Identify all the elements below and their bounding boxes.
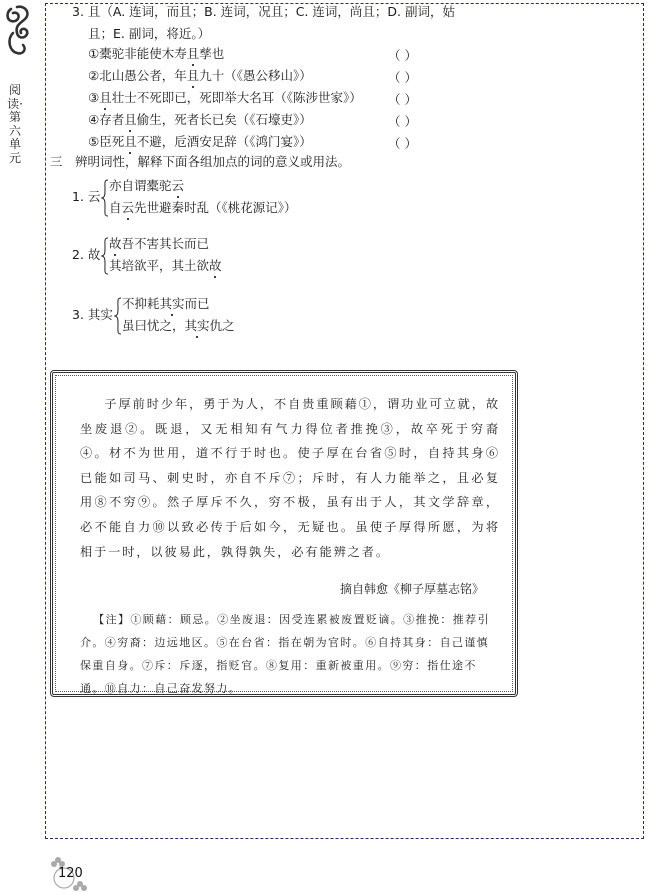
item-text-post: 偷生，死者长已矣 [136,112,237,127]
ornament-logo-icon [3,3,35,58]
question-3-item [88,90,362,106]
line-text: 虽曰忧之， [122,318,185,333]
page-number: 120 [58,866,83,881]
question-3-stem-line2: 且；E. 副词，将近。） [88,26,211,41]
line-text: 先世避秦时乱（《桃花源记》） [134,200,297,215]
dotted-word: 故 [109,236,122,251]
item-text-pre: 臣死 [99,134,125,149]
item-text-pre: 橐驼非能使木寿 [99,46,187,61]
question-3-item [88,46,224,62]
group-line [109,258,222,274]
dotted-word: 其实 [159,296,185,311]
item-text-post: 不避，卮酒安足辞 [136,134,237,149]
item-dotted-word: 且 [124,112,137,127]
notes-paragraph: 【注】①顾藉：顾忌。②坐废退：因受连累被废置贬谪。③推挽：推荐引介。④穷裔：边远地区。⑤在台省：指在朝为官时。⑥自持其身：自己谨慎保重自身。⑦斥：斥逐，指贬官。⑧复用：重新被重用。⑨穷：指仕途不通。⑩自力：自己奋发努力。 [80,613,490,695]
item-number: ④ [88,112,100,127]
item-source: （《愚公移山》） [224,68,312,83]
dotted-word: 其实 [184,318,210,333]
answer-blank[interactable]: （ ） [388,48,417,63]
question-3-item [88,112,312,128]
passage-notes [80,608,500,700]
answer-blank[interactable]: （ ） [388,70,417,85]
brace-icon [114,297,122,335]
line-text: 吾不害其长而已 [121,236,210,251]
item-dotted-word: 且 [186,68,200,83]
brace-icon [101,179,109,217]
group-line [109,178,184,194]
line-text: 自 [109,200,122,215]
item-dotted-word: 且 [186,46,200,61]
item-number: ① [88,46,100,61]
line-text: 不抑耗 [122,296,160,311]
group-line [122,296,210,312]
item-number: ⑤ [88,134,100,149]
line-text: 而已 [184,296,210,311]
item-text-pre: 存者 [99,112,125,127]
item-text-post: 孳也 [199,46,225,61]
item-text-post: 壮士不死即已，死即举大名耳 [111,90,275,105]
question-3-item [88,68,312,84]
item-source: （《陈涉世家》） [274,90,362,105]
question-3-stem-line1: 3. 且（A. 连词，而且；B. 连词，况且；C. 连词，尚且；D. 副词，姑 [72,4,455,19]
item-text-pre: 北山愚公者，年 [99,68,187,83]
dotted-word: 云 [171,178,185,193]
group-label: 2. 故 [72,247,101,262]
dotted-word: 云 [121,200,135,215]
group-label: 1. 云 [72,189,101,204]
group-line [109,200,297,216]
group-line [122,318,235,334]
question-3-item [88,134,312,150]
answer-blank[interactable]: （ ） [388,92,417,107]
passage-paragraph: 子厚前时少年，勇于为人，不自贵重顾藉①，谓功业可立就，故坐废退②。既退，又无相知有气力得位者推挽③，故卒死于穷裔④。材不为世用，道不行于时也。使子厚在台省⑤时，自持其身⑥已能如司马、刺史时，亦自不斥⑦；斥时，有人力能举之，且必复用⑧不穷⑨。然子厚斥不久，穷不极，虽有出于人，其文学辞章，必不能自力⑩以致必传于后如今，无疑也。虽使子厚得所愿，为将相于一时，以彼易此，孰得孰失，必有能辨之者。 [80,397,500,559]
brace-icon [101,237,109,275]
group-line [109,236,209,252]
item-number: ③ [88,90,100,105]
group-label: 3. 其实 [72,307,113,322]
dotted-word: 故 [209,258,222,273]
answer-blank[interactable]: （ ） [388,136,417,151]
item-source: （《石壕吏》） [236,112,312,127]
item-dotted-word: 且 [124,134,137,149]
section-3-number: 三 [50,154,63,169]
item-source: （《鸿门宴》） [236,134,312,149]
answer-blank[interactable]: （ ） [388,114,417,129]
passage-text [80,392,500,564]
line-text: 其培欲平，其土欲 [109,258,210,273]
section-3-title: 辨明词性，解释下面各组加点的词的意义或用法。 [75,154,351,169]
item-dotted-word: 且 [99,90,112,105]
line-text: 仇之 [209,318,235,333]
line-text: 亦自谓橐驼 [109,178,172,193]
item-number: ② [88,68,100,83]
unit-side-label: 阅读·第六单元 [7,83,23,165]
item-text-post: 九十 [199,68,225,83]
passage-source: 摘自韩愈《柳子厚墓志铭》 [340,582,485,596]
